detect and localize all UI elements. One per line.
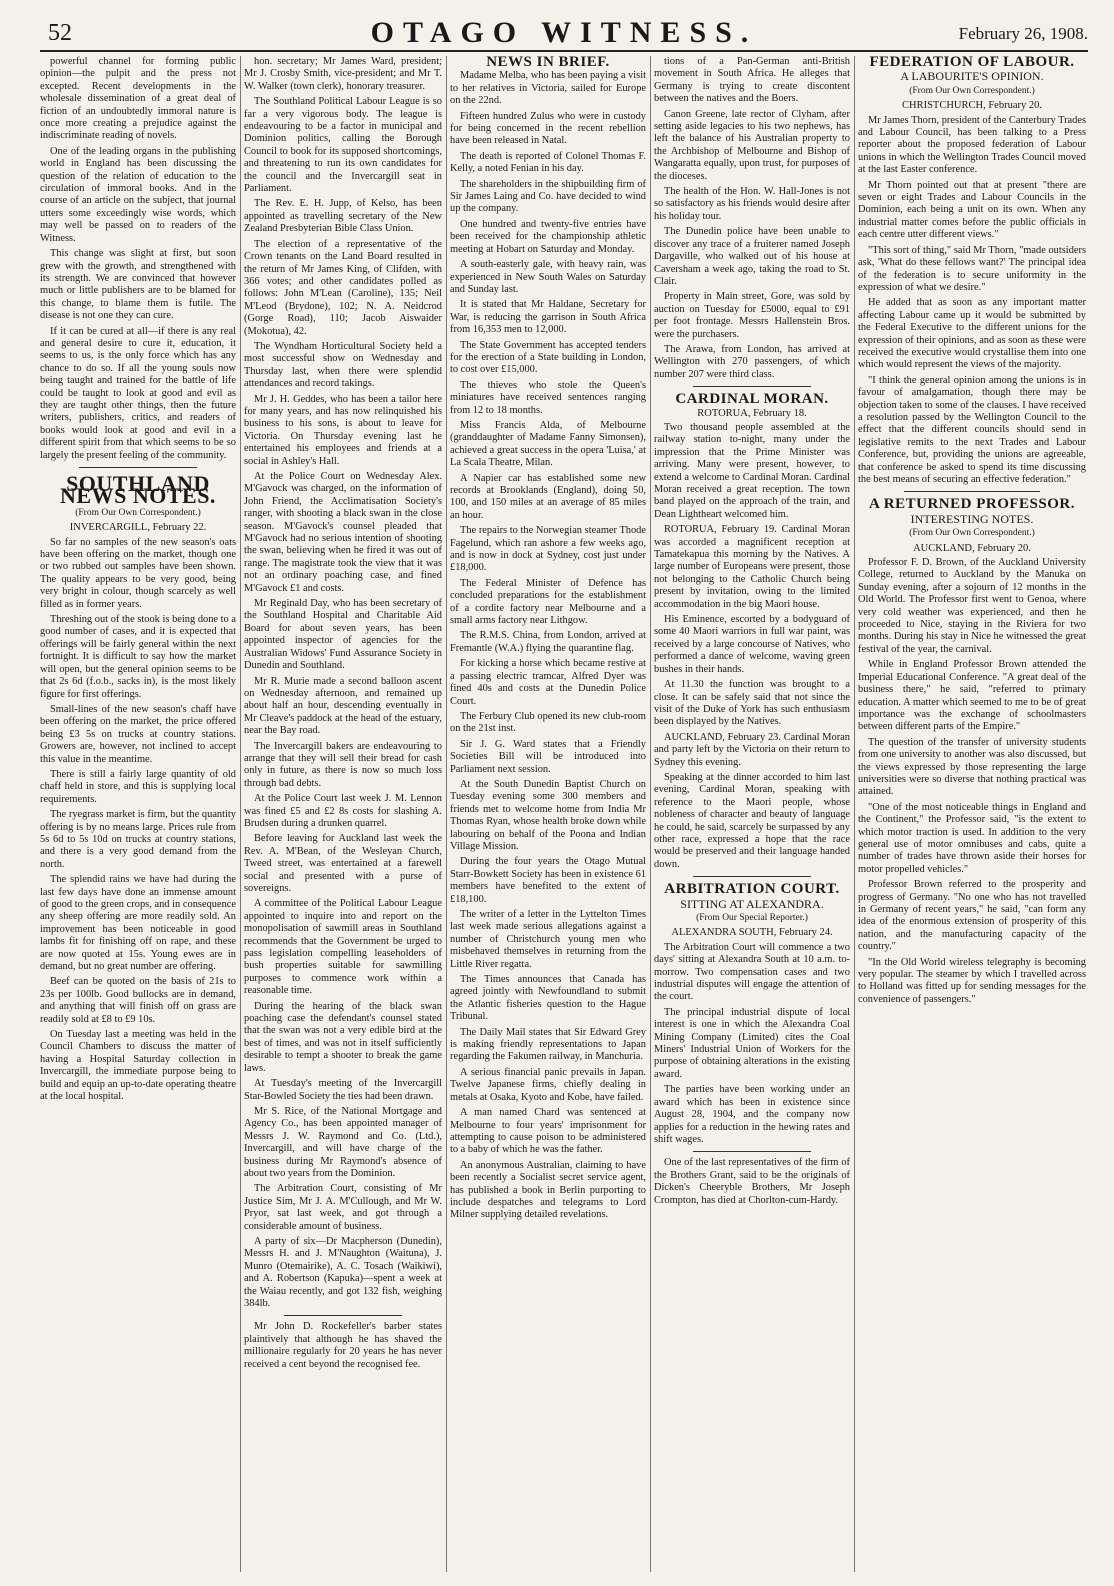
article-paragraph: AUCKLAND, February 23. Cardinal Moran and party left by the Victoria on their return to Sydney this evening. bbox=[654, 731, 850, 768]
article-paragraph: Before leaving for Auckland last week the Rev. A. M'Bean, of the Wesleyan Church, Tweed street, was entertained at a farewell social and presented with a purse of sovereigns. bbox=[244, 833, 442, 894]
column-rule bbox=[446, 56, 447, 1572]
article-paragraph: The Arbitration Court will commence a two days' sitting at Alexandra South at 10 a.m. to-morrow. Two compensation cases and two industrial disputes will engage the attention of the court. bbox=[654, 941, 850, 1003]
article-paragraph: "This sort of thing," said Mr Thorn, "made outsiders ask, 'What do these fellows want?' The principal idea of the federation is to secure uniformity in the expression of what we desire." bbox=[858, 244, 1086, 293]
article-paragraph: Professor Brown referred to the prosperity and progress of Germany. "No one who has not travelled in Germany of recent years," he said, "can form any idea of the enormous extension of prosperity of this nation, and the manufacturing capacity of the country." bbox=[858, 879, 1086, 953]
article-paragraph: Sir J. G. Ward states that a Friendly Societies Bill will be introduced into Parliament next session. bbox=[450, 738, 646, 775]
article-paragraph: Speaking at the dinner accorded to him last evening, Cardinal Moran, speaking with reference to the Maori people, whose nobleness of character and beauty of language he could, he said, scarcely be surpassed by any other race, expressed a hope that the race would be preserved and their language handed down. bbox=[654, 771, 850, 870]
article-paragraph: During the hearing of the black swan poaching case the defendant's counsel stated that the swan was not a very edible bird at the best of times, and was not in itself sufficiently desirable to tempt a shooter to break the game laws. bbox=[244, 1000, 442, 1074]
article-paragraph: The shareholders in the shipbuilding firm of Sir James Laing and Co. have decided to wind up the company. bbox=[450, 178, 646, 215]
southland-source: (From Our Own Correspondent.) bbox=[75, 507, 201, 518]
cardinal-moran-heading: CARDINAL MORAN. bbox=[675, 391, 829, 408]
column-3 bbox=[450, 56, 646, 1572]
article-paragraph: Mr J. H. Geddes, who has been a tailor here for many years, and has now relinquished his business to his sons, is about to leave for Victoria. On Thursday evening last he entertained his employees and friends at a social in Ashley's Hall. bbox=[244, 393, 442, 467]
article-paragraph: The thieves who stole the Queen's miniatures have received sentences ranging from 12 to 18 months. bbox=[450, 379, 646, 416]
article-paragraph: During the four years the Otago Mutual Starr-Bowkett Society has been in existence 61 members have benefited to the extent of £18,100. bbox=[450, 856, 646, 905]
arbitration-court-heading: ARBITRATION COURT. bbox=[664, 881, 840, 898]
article-paragraph: A south-easterly gale, with heavy rain, was experienced in New South Wales on Saturday and Sunday last. bbox=[450, 259, 646, 295]
article-paragraph: At the South Dunedin Baptist Church on Tuesday evening some 300 members and friends met to welcome home from India Mr Thomas Ryan, whose health broke down while labouring on behalf of the Poona and Indian Village Mission. bbox=[450, 778, 646, 852]
column-rule bbox=[650, 56, 651, 1572]
article-paragraph: The splendid rains we have had during the last few days have done an immense amount of good to the green crops, and in consequence any sheep offering are more readily sold. An improvement has been noticeable in good lambs fit for finishing off on rape, and these are now quoted at 15s. Young ewes are in demand, but no great number are offering. bbox=[40, 874, 236, 973]
column-2 bbox=[244, 56, 442, 1572]
article-paragraph: The Invercargill bakers are endeavouring to arrange that they will sell their bread for cash only in future, as there is now so much loss through bad debts. bbox=[244, 740, 442, 789]
article-paragraph: Two thousand people assembled at the railway station to-night, many under the impression that the Prime Minister was arriving. Many were present, however, to extend a welcome to Cardinal Moran. Cardinal Moran received a great reception. The town band played on the approach of the train, and Dean Lightheart welcomed him. bbox=[654, 421, 850, 520]
article-paragraph: Professor F. D. Brown, of the Auckland University College, returned to Auckland by the Manuka on Sunday evening, after a sojourn of 12 months in the Old World. The Professor first went to Genoa, where very cold weather was experienced, and then he proceeded to Nice, staying in the Riviera for two months. During his stay in Nice he witnessed the great festival of the year, the carnival. bbox=[858, 557, 1086, 655]
article-paragraph: powerful channel for forming public opinion—the pulpit and the press not excepted. Recent developments in the wholesale dissemination of a great deal of fiction of an undoubtedly immoral nature is once more creating a prejudice against the indiscriminate reading of novels. bbox=[40, 56, 236, 142]
article-paragraph: The Rev. E. H. Jupp, of Kelso, has been appointed as travelling secretary of the New Zealand Presbyterian Bible Class Union. bbox=[244, 198, 442, 235]
article-paragraph: Threshing out of the stook is being done to a good number of cases, and it is expected that offerings will be fairly general within the next fortnight. It is difficult to say how the market will open, but the general opinion seems to be that 2s 6d (f.o.b., sacks in), is the most likely figure for first offerings. bbox=[40, 614, 236, 700]
article-paragraph: The Federal Minister of Defence has concluded preparations for the establishment of a cordite factory near Melbourne and a small arms factory near Lithgow. bbox=[450, 577, 646, 627]
article-paragraph: A man named Chard was sentenced at Melbourne to four years' imprisonment for attempting to cause poison to be administered to a baby of which he was the father. bbox=[450, 1107, 646, 1156]
article-paragraph: At the Police Court last week J. M. Lennon was fined £5 and £2 8s costs for slashing A. Brudsen during a drunken quarrel. bbox=[244, 793, 442, 829]
article-paragraph: One of the leading organs in the publishing world in England has been discussing the question of the relation of education to the circulation of immoral books. And in the course of an article on the subject, that journal utters some exceedingly wise words, which may well be passed on to readers of the Witness. bbox=[40, 145, 236, 244]
masthead bbox=[40, 14, 1088, 52]
article-paragraph: The parties have been working under an award which has been in existence since August 28, 1904, and the company now applies for a reduction in the hewing rates and shift wages. bbox=[654, 1084, 850, 1145]
article-paragraph: So far no samples of the new season's oats have been offering on the market, though one or two rubbed out samples have been shown. The quality appears to be very good, being very bright in colour, though scarcely as well filled as in former years. bbox=[40, 536, 236, 610]
article-paragraph: On Tuesday last a meeting was held in the Council Chambers to discuss the matter of having a Hospital Saturday collection in Invercargill, the immediate purpose being to build and equip an up-to-date operating theatre at the local hospital. bbox=[40, 1029, 236, 1103]
column-1 bbox=[40, 56, 236, 1572]
labour-source: (From Our Own Correspondent.) bbox=[909, 85, 1035, 96]
article-paragraph: Small-lines of the new season's chaff have been offering on the market, the price offered being £3 5s on trucks at country stations. Growers are, however, not inclined to accept this value in the meantime. bbox=[40, 703, 236, 765]
article-paragraph: hon. secretary; Mr James Ward, president; Mr J. Crosby Smith, vice-president; and Mr T. W. Walker (town clerk), honorary treasurer. bbox=[244, 56, 442, 92]
section-divider bbox=[693, 876, 811, 877]
arbitration-subheading: SITTING AT ALEXANDRA. bbox=[680, 896, 824, 911]
article-paragraph: Mr Reginald Day, who has been secretary of the Southland Hospital and Charitable Aid Board for about seven years, has been appointed inspector of agencies for the Australian Widows' Fund Assurance Society in Dunedin and Southland. bbox=[244, 598, 442, 672]
column-rule bbox=[854, 56, 855, 1572]
article-paragraph: An anonymous Australian, claiming to have been recently a Socialist secret service agent, has published a book in Berlin purporting to include despatches and telegrams to Lord Milner supplying detailed revelations. bbox=[450, 1159, 646, 1221]
article-paragraph: There is still a fairly large quantity of old chaff held in store, and this is supplying local requirements. bbox=[40, 768, 236, 805]
article-paragraph: Fifteen hundred Zulus who were in custody for being concerned in the recent rebellion have been released in Natal. bbox=[450, 110, 646, 147]
column-rule bbox=[240, 56, 241, 1572]
article-paragraph: The R.M.S. China, from London, arrived at Fremantle (W.A.) flying the quarantine flag. bbox=[450, 630, 646, 654]
article-paragraph: One of the last representatives of the firm of the Brothers Grant, said to be the originals of Dicken's Cheeryble Brothers, Mr Joseph Crompton, has died at Chorlton-cum-Hardy. bbox=[654, 1157, 850, 1206]
article-paragraph: The Arawa, from London, has arrived at Wellington with 270 passengers, of which number 207 were third class. bbox=[654, 343, 850, 380]
article-paragraph: While in England Professor Brown attended the Imperial Educational Conference. "A great deal of the business there," he said, "referred to primary education. A matter which seemed to me to be of great importance was the exchange of schoolmasters between different parts of the Empire." bbox=[858, 659, 1086, 733]
news-in-brief-heading: NEWS IN BRIEF. bbox=[486, 56, 610, 70]
article-paragraph: The Times announces that Canada has agreed jointly with Newfoundland to submit the Atlantic fisheries question to the Hague Tribunal. bbox=[450, 974, 646, 1023]
article-paragraph: The health of the Hon. W. Hall-Jones is not so satisfactory as his friends would desire after his holiday tour. bbox=[654, 186, 850, 222]
federation-of-labour-heading: FEDERATION OF LABOUR. bbox=[869, 56, 1075, 70]
article-paragraph: "One of the most noticeable things in England and the Continent," the Professor said, "is the extent to which motor traction is used. In addition to the very general use of motor omnibuses and cabs, quite a number of trades have thrown aside their horses for motor propelled vehicles." bbox=[858, 801, 1086, 875]
article-paragraph: The State Government has accepted tenders for the erection of a State building in London, to cost over £15,000. bbox=[450, 339, 646, 376]
article-paragraph: Mr John D. Rockefeller's barber states plaintively that although he has shaved the millionaire regularly for 20 years he has never received a cent beyond the recognised fee. bbox=[244, 1321, 442, 1370]
labour-subheading: A LABOURITE'S OPINION. bbox=[900, 69, 1044, 84]
professor-subheading: INTERESTING NOTES. bbox=[910, 511, 1034, 526]
article-paragraph: He added that as soon as any important matter affecting Labour came up it would be submitted by the Federal Executive to the different unions for the expression of their opinions, and as soon as these were received the executive would crystallise them into one which would represent the views of the majority. bbox=[858, 297, 1086, 371]
column-4 bbox=[654, 56, 850, 1572]
arbitration-dateline: ALEXANDRA SOUTH, February 24. bbox=[671, 927, 833, 939]
article-paragraph: The repairs to the Norwegian steamer Thode Fagelund, which ran ashore a few weeks ago, and is now in dock at Sydney, cost just under £18,000. bbox=[450, 525, 646, 574]
article-paragraph: Madame Melba, who has been paying a visit to her relatives in Victoria, sailed for Europe on the 22nd. bbox=[450, 70, 646, 107]
article-paragraph: The Arbitration Court, consisting of Mr Justice Sim, Mr J. A. M'Cullough, and Mr W. Pryor, sat last week, and got through a considerable amount of business. bbox=[244, 1183, 442, 1232]
article-paragraph: The election of a representative of the Crown tenants on the Land Board resulted in the return of Mr James King, of Clifden, with 366 votes; and other candidates polled as follows: John M'Lean (Caroline), 135; Neil M'Leod (Brydone), 102; N. A. Neidcrod (Gorge Road), 110; Jacob Aiswaider (Mokotua), 42. bbox=[244, 238, 442, 337]
article-paragraph: Mr R. Murie made a second balloon ascent on Wednesday afternoon, and remained up about half an hour, descending eventually in Mr Cleave's paddock at the head of the estuary, near the Bay road. bbox=[244, 675, 442, 737]
article-paragraph: For kicking a horse which became restive at a passing electric tramcar, Alfred Dyer was fined 40s and costs at the Dunedin Police Court. bbox=[450, 658, 646, 707]
arbitration-source: (From Our Special Reporter.) bbox=[696, 913, 808, 923]
article-paragraph: At the Police Court on Wednesday Alex. M'Gavock was charged, on the information of John Friend, the Acclimatisation Society's ranger, with shooting a black swan in the close season. M'Gavock's counsel pleaded that M'Gavock had no serious intention of shooting the swan, believing when he fired it was out of range. The magistrate took the view that it was not an ordinary poaching case, and fined M'Gavock £1 and costs. bbox=[244, 471, 442, 594]
section-divider bbox=[904, 491, 1041, 492]
article-paragraph: This change was slight at first, but soon grew with the growth, and strengthened with its strength. We are convinced that however much or little publishers are to be blamed for this change, to blame them is futile. The disease is not one they can cure. bbox=[40, 248, 236, 322]
article-paragraph: The question of the transfer of university students from one university to another was also discussed, but the views expressed by those representing the large universities were so diverse that nothing practical was attained. bbox=[858, 736, 1086, 798]
section-divider bbox=[79, 467, 197, 468]
article-paragraph: The Daily Mail states that Sir Edward Grey is making friendly representations to Japan regarding the Fakumen railway, in Manchuria. bbox=[450, 1026, 646, 1063]
labour-dateline: CHRISTCHURCH, February 20. bbox=[901, 100, 1042, 112]
article-paragraph: ROTORUA, February 19. Cardinal Moran was accorded a magnificent reception at Tamatekapua this morning by the Natives. A large number of Europeans were present, those not belonging to the Catholic Church being present by invitation, owing to the limited accommodation in the big Maori house. bbox=[654, 524, 850, 610]
article-paragraph: The Ferbury Club opened its new club-room on the 21st inst. bbox=[450, 710, 646, 735]
article-paragraph: If it can be cured at all—if there is any real and general desire to cure it, education, it seems to us, is the only force which has any chance to do so. If all the young souls now being taught and trained for the battle of life could be taught to look at good and evil as they are taught other things, then the future writers, publishers, critics, and readers of books would look at good and evil in a different spirit from that which seems to be so largely the present feeling of the community. bbox=[40, 325, 236, 461]
section-divider bbox=[693, 1151, 811, 1152]
issue-date: February 26, 1908. bbox=[958, 24, 1088, 43]
article-paragraph: It is stated that Mr Haldane, Secretary for War, is reducing the garrison in South Africa from 16,353 men to 12,000. bbox=[450, 299, 646, 336]
article-paragraph: At Tuesday's meeting of the Invercargill Star-Bowled Society the ties had been drawn. bbox=[244, 1078, 442, 1102]
page-number: 52 bbox=[48, 20, 72, 46]
moran-dateline: ROTORUA, February 18. bbox=[697, 407, 807, 419]
article-paragraph: The Southland Political Labour League is so far a very vigorous body. The league is endeavouring to be a factor in municipal and Dominion politics, calling the Borough Council to book for its supposed shortcomings, and threatening to run its own candidates for the council and the Invercargill seat in Parliament. bbox=[244, 96, 442, 195]
article-paragraph: The Dunedin police have been unable to discover any trace of a fruiterer named Joseph Dargaville, who walked out of his house at Caversham a week ago, taking the road to St. Clair. bbox=[654, 226, 850, 287]
returned-professor-heading: A RETURNED PROFESSOR. bbox=[869, 496, 1075, 513]
article-paragraph: The death is reported of Colonel Thomas F. Kelly, a noted Fenian in his day. bbox=[450, 150, 646, 175]
newspaper-title: OTAGO WITNESS. bbox=[370, 16, 758, 49]
article-paragraph: A Napier car has established some new records at Brooklands (England), doing 50, 100, and 150 miles at an average of 85 miles an hour. bbox=[450, 472, 646, 521]
column-5 bbox=[858, 56, 1086, 1572]
article-paragraph: His Eminence, escorted by a bodyguard of some 40 Maori warriors in full war paint, was received by a large concourse of Natives, who performed a dance of welcome, waving green bushes in their hands. bbox=[654, 614, 850, 675]
article-paragraph: A committee of the Political Labour League appointed to inquire into and report on the monopolisation of sawmill areas in Southland recommends that the Government be urged to pass legislation compelling leaseholders of bush properties suitable for sawmilling purposes to commence work within a reasonable time. bbox=[244, 898, 442, 997]
article-paragraph: At 11.30 the function was brought to a close. It can be safely said that not since the visit of the Duke of York has such enthusiasm been displayed by the Natives. bbox=[654, 679, 850, 728]
article-paragraph: A serious financial panic prevails in Japan. Twelve Japanese firms, chiefly dealing in metals at Osaka, Kyoto and Kobe, have failed. bbox=[450, 1066, 646, 1103]
article-paragraph: Mr S. Rice, of the National Mortgage and Agency Co., has been appointed manager of Messrs J. W. Raymond and Co. (Ltd.), Invercargill, and will have charge of the business during Mr Raymond's absence of about two years from the Dominion. bbox=[244, 1105, 442, 1179]
article-paragraph: The writer of a letter in the Lyttelton Times last week made serious allegations against a number of Christchurch young men who misbehaved themselves in returning from the Little River regatta. bbox=[450, 909, 646, 970]
article-paragraph: "I think the general opinion among the unions is in favour of amalgamation, though there may be objection taken to some of the clauses. I have received a resolution passed by the Wellington Council to the effect that the different councils should send in legislative remits to the next Trades and Labour Conference, but, providing the unions are agreeable, that conference be asked to spend its time discussing the best means of securing an effective federation." bbox=[858, 374, 1086, 485]
article-paragraph: Canon Greene, late rector of Clyham, after setting aside legacies to his two nephews, has left the balance of his Australian property to the Archbishop of Melbourne and Bishop of Wangaratta equally, upon trust, for purposes of the dioceses. bbox=[654, 108, 850, 182]
article-paragraph: A party of six—Dr Macpherson (Dunedin), Messrs H. and J. M'Naughton (Waituna), J. Munro (Otemairike), A. C. Tosach (Waikiwi), and A. Robertson (Kapuka)—spent a week at the Waiau recently, and got 132 fish, weighing 384lb. bbox=[244, 1235, 442, 1309]
article-paragraph: The Wyndham Horticultural Society held a most successful show on Wednesday and Thursday last, when there were splendid attendances and record takings. bbox=[244, 340, 442, 390]
section-divider bbox=[284, 1315, 403, 1316]
article-paragraph: Property in Main street, Gore, was sold by auction on Tuesday for £5000, equal to £91 per foot frontage. Messrs Hallenstein Bros. were the purchasers. bbox=[654, 291, 850, 340]
professor-dateline: AUCKLAND, February 20. bbox=[913, 542, 1031, 554]
article-paragraph: Mr Thorn pointed out that at present "there are seven or eight Trades and Labour Councils in the Dominion, each being a unit on its own. When any industrial matter comes before the public officials in each centre utter different views." bbox=[858, 179, 1086, 241]
article-paragraph: The principal industrial dispute of local interest is one in which the Alexandra Coal Mining Company (Limited) cites the Coal Miners' Industrial Union of Workers for the purpose of obtaining alterations in the existing award. bbox=[654, 1006, 850, 1080]
article-paragraph: The ryegrass market is firm, but the quantity offering is by no means large. Prices rule from 5s 6d to 5s 10d on trucks at country stations, and there is a very good demand from the north. bbox=[40, 809, 236, 870]
southland-dateline: INVERCARGILL, February 22. bbox=[69, 522, 207, 534]
article-paragraph: "In the Old World wireless telegraphy is becoming very popular. The steamer by which I travelled across to Holland was fitted up for sending messages for the convenience of passengers." bbox=[858, 956, 1086, 1005]
article-paragraph: Miss Francis Alda, of Melbourne (granddaughter of Madame Fanny Simonsen), achieved a great success in the opera 'Luisa,' at La Scala Theatre, Milan. bbox=[450, 419, 646, 469]
article-paragraph: Beef can be quoted on the basis of 21s to 23s per 100lb. Good bullocks are in demand, and anything that will finish off on grass are readily sold at £8 to £9 10s. bbox=[40, 976, 236, 1025]
article-paragraph: One hundred and twenty-five entries have been received for the championship athletic meeting at Hobart on Saturday and Monday. bbox=[450, 218, 646, 255]
southland-news-heading: SOUTHLAND NEWS NOTES. bbox=[60, 471, 216, 509]
professor-source: (From Our Own Correspondent.) bbox=[909, 528, 1035, 539]
article-paragraph: Mr James Thorn, president of the Canterbury Trades and Labour Council, has been talking to a Press reporter about the proposed federation of Labour unions in which the Wellington Trades Council moved at the last Easter conference. bbox=[858, 114, 1086, 176]
article-paragraph: tions of a Pan-German anti-British movement in South Africa. He alleges that Germany is trying to create discontent between the natives and the Boers. bbox=[654, 56, 850, 105]
section-divider bbox=[693, 386, 811, 387]
